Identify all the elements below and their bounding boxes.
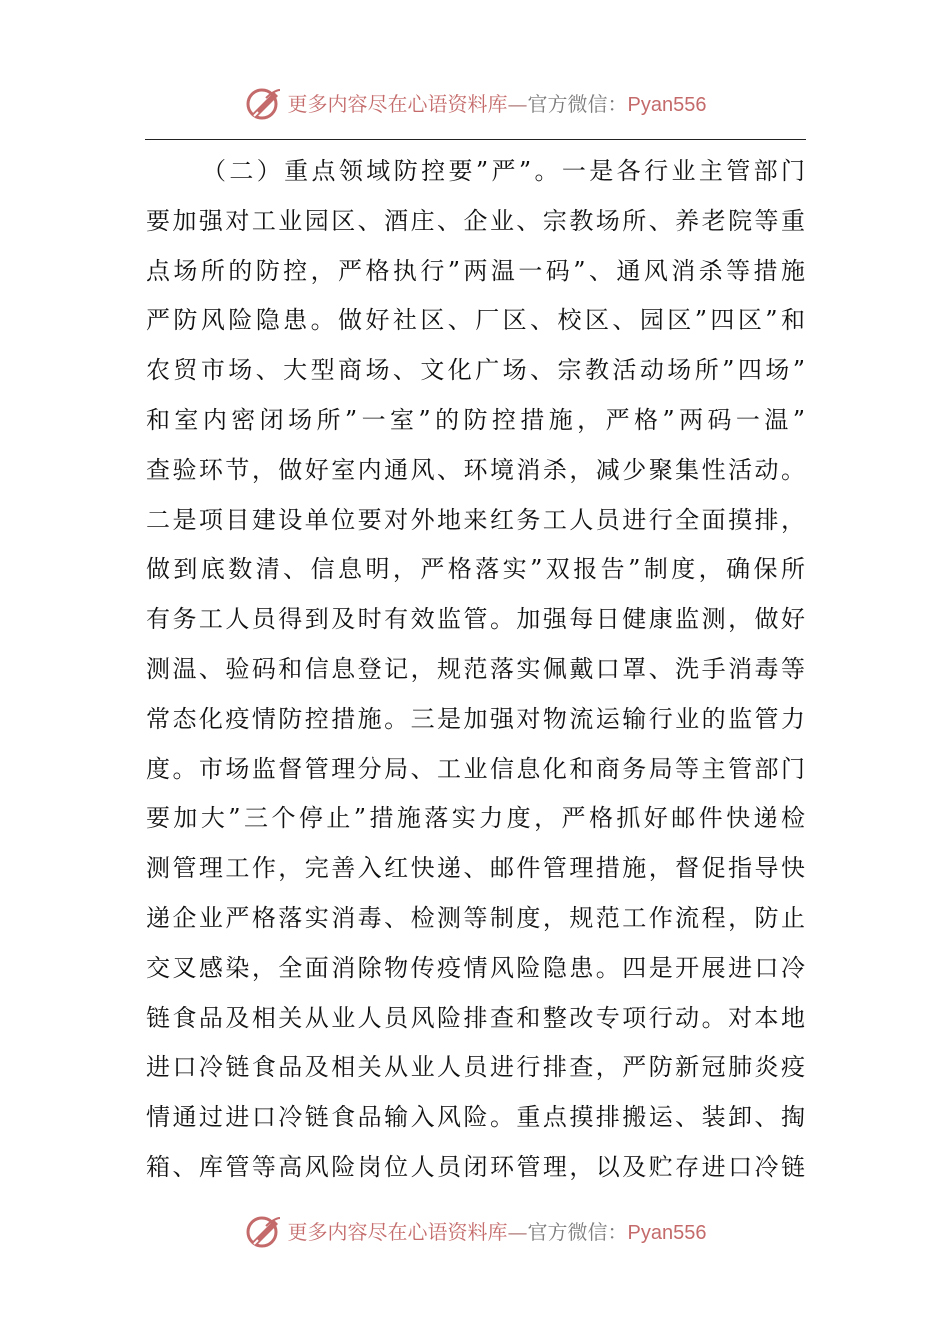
body-line: 常态化疫情防控措施。三是加强对物流运输行业的监管力 (146, 704, 806, 733)
header-banner (0, 82, 950, 126)
header-brand-text: 更多内容尽在心语资料库 (287, 91, 508, 116)
footer-banner (0, 1210, 950, 1254)
footer-wechat-id: Pyan556 (627, 1221, 707, 1244)
body-line: 测管理工作，完善入红快递、邮件管理措施，督促指导快 (146, 854, 806, 883)
body-line: 进口冷链食品及相关从业人员进行排查，严防新冠肺炎疫 (146, 1053, 806, 1082)
body-line: 情通过进口冷链食品输入风险。重点摸排搬运、装卸、掏 (146, 1103, 806, 1132)
body-line: 二是项目建设单位要对外地来红务工人员进行全面摸排， (146, 505, 806, 534)
body-line: 测温、验码和信息登记，规范落实佩戴口罩、洗手消毒等 (146, 654, 806, 683)
header-dash: — (507, 91, 528, 116)
body-line: 箱、库管等高风险岗位人员闭环管理，以及贮存进口冷链 (146, 1152, 806, 1181)
body-line: 做到底数清、信息明，严格落实”双报告”制度，确保所 (146, 555, 806, 584)
body-line: 链食品及相关从业人员风险排查和整改专项行动。对本地 (146, 1003, 806, 1032)
pen-logo-icon (244, 84, 284, 124)
body-line: 严防风险隐患。做好社区、厂区、校区、园区”四区”和 (146, 306, 806, 335)
header-official-label: 官方微信： (527, 91, 628, 116)
footer-brand-text: 更多内容尽在心语资料库 (287, 1219, 508, 1244)
body-line: 农贸市场、大型商场、文化广场、宗教活动场所”四场” (146, 356, 806, 385)
footer-text (288, 1210, 707, 1255)
pen-logo-icon (244, 1212, 284, 1252)
header-text (288, 82, 707, 127)
header-divider (145, 139, 806, 140)
body-line: 要加大”三个停止”措施落实力度，严格抓好邮件快递检 (146, 804, 806, 833)
body-line: 查验环节，做好室内通风、环境消杀，减少聚集性活动。 (146, 455, 806, 484)
body-line: 点场所的防控，严格执行”两温一码”、通风消杀等措施 (146, 256, 806, 285)
body-line: 有务工人员得到及时有效监管。加强每日健康监测，做好 (146, 605, 806, 634)
footer-official-label: 官方微信： (527, 1219, 628, 1244)
body-line: 和室内密闭场所”一室”的防控措施，严格”两码一温” (146, 405, 806, 434)
body-line: （二）重点领域防控要”严”。一是各行业主管部门 (202, 157, 806, 185)
header-wechat-id: Pyan556 (627, 93, 707, 116)
body-line: 递企业严格落实消毒、检测等制度，规范工作流程，防止 (146, 903, 806, 932)
footer-dash: — (507, 1219, 528, 1244)
body-line: 交叉感染，全面消除物传疫情风险隐患。四是开展进口冷 (146, 953, 806, 982)
document-body (146, 147, 806, 1193)
body-line: 度。市场监督管理分局、工业信息化和商务局等主管部门 (146, 754, 806, 783)
body-line: 要加强对工业园区、酒庄、企业、宗教场所、养老院等重 (146, 206, 806, 235)
